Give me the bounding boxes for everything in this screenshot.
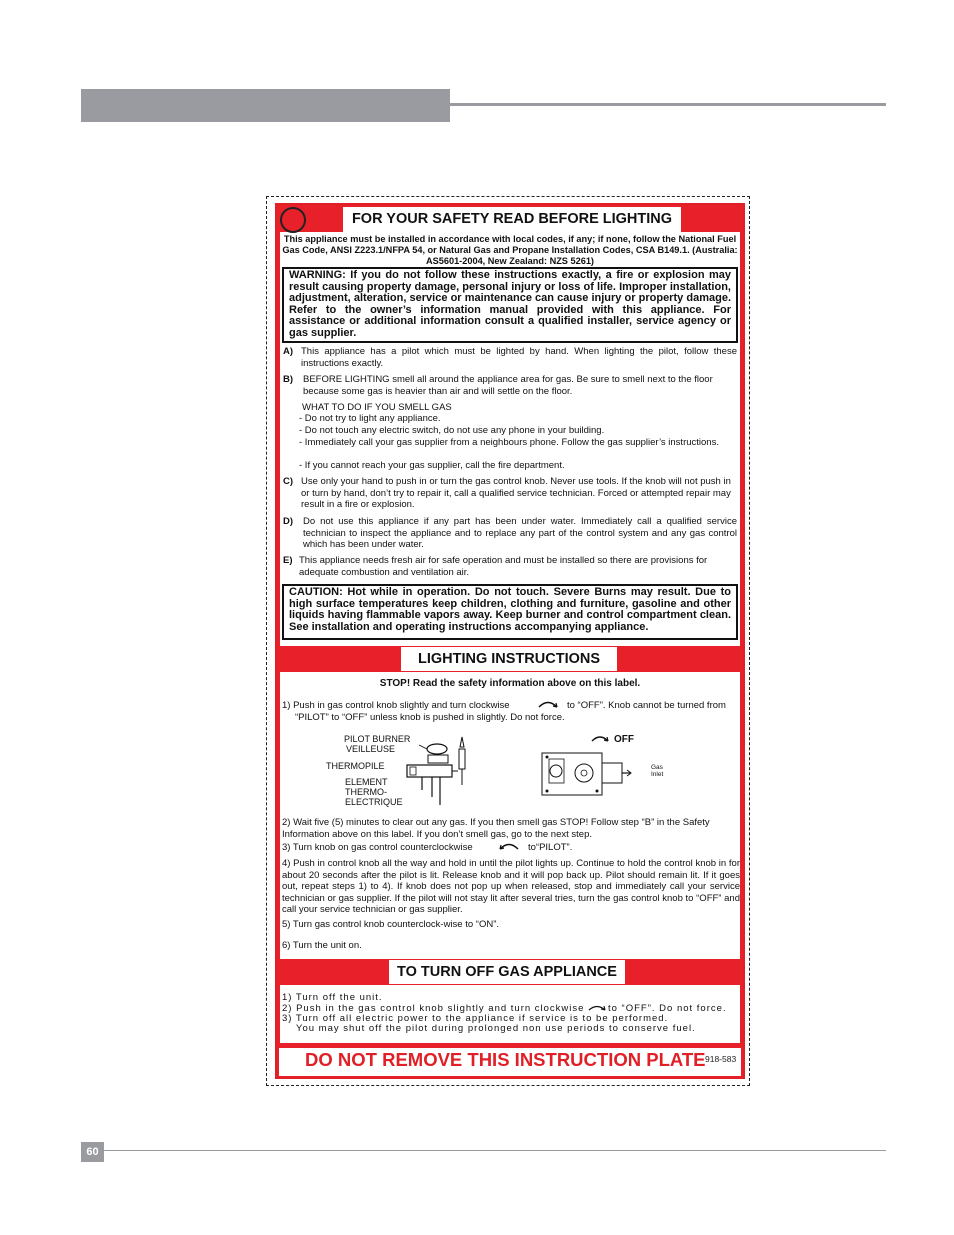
left-red-stripe bbox=[277, 985, 280, 1043]
lighting-header: LIGHTING INSTRUCTIONS bbox=[401, 647, 617, 671]
step-5-text: 5) Turn gas control knob counterclock-wise to “ON”. bbox=[282, 919, 500, 930]
turnoff-header: TO TURN OFF GAS APPLIANCE bbox=[389, 960, 625, 984]
item-a-text: This appliance has a pilot which must be lighted by hand. When lighting the pilot, follow these instructions exactly. bbox=[301, 346, 737, 369]
step-2-text: 2) Wait five (5) minutes to clear out any gas. If you then smell gas STOP! Follow step “B” in the Safety Information above on this label. If you don’t smell gas, go to the next step. bbox=[282, 817, 710, 840]
safety-header: FOR YOUR SAFETY READ BEFORE LIGHTING bbox=[343, 207, 681, 232]
diagram-label-element: ELEMENT bbox=[345, 777, 388, 787]
smell-gas-title: WHAT TO DO IF YOU SMELL GAS bbox=[302, 402, 452, 413]
diagram-off-label: OFF bbox=[614, 734, 634, 745]
step-1-text: to “OFF”. Knob cannot be turned from bbox=[567, 700, 726, 711]
diagram-label-pilot-burner: PILOT BURNER bbox=[344, 734, 411, 744]
step-4-text: 4) Push in control knob all the way and hold in until the pilot lights up. Continue to hold the control knob in for about 20 seconds after the pilot is lit. Release knob and it will pop back up. Pilot should remain lit. If it goes out, repeat steps 1) to 4). If knob does not pop up when released, stop and immediately call your service technician or gas supplier. If the pilot will not stay lit after several tries, turn the gas control knob to “OFF” and call your service technician or gas supplier. bbox=[282, 858, 740, 916]
item-c-text: Use only your hand to push in or turn the gas control knob. Never use tools. If the knob will not push in or turn by hand, don’t try to repair it, call a qualified service technician. Forced or attempted repair may result in a fire or explosion. bbox=[301, 476, 731, 511]
warning-circle-icon bbox=[280, 207, 306, 233]
step-1-text: 1) Push in gas control knob slightly and turn clockwise bbox=[282, 700, 510, 711]
pilot-assembly-diagram bbox=[402, 735, 482, 810]
smell-gas-step: - Do not touch any electric switch, do not use any phone in your building. bbox=[299, 425, 605, 436]
warning-box: WARNING: If you do not follow these instructions exactly, a fire or explosion may result causing property damage, personal injury or loss of life. Improper installation, adjustment, alteration, service or maintenance can cause injury or property damage. Refer to the owner’s information manual provided with this appliance. For assistance or additional information consult a qualified installer, service agency or gas supplier. bbox=[282, 267, 738, 343]
counterclockwise-arrow-icon bbox=[497, 841, 521, 851]
step-3-text: to“PILOT”. bbox=[528, 842, 573, 853]
item-c-label: C) bbox=[283, 476, 294, 487]
clockwise-arrow-icon bbox=[587, 1003, 607, 1012]
diagram-label-gas: Gas bbox=[651, 764, 663, 771]
bottom-title: DO NOT REMOVE THIS INSTRUCTION PLATE bbox=[305, 1049, 706, 1070]
step-3-text: 3) Turn knob on gas control counterclockwise bbox=[282, 842, 473, 853]
item-b-label: B) bbox=[283, 374, 294, 385]
item-d-text: Do not use this appliance if any part has been under water. Immediately call a qualified service technician to inspect the appliance and to replace any part of the control system and any gas control which has been under water. bbox=[303, 516, 737, 551]
right-red-stripe bbox=[740, 232, 743, 646]
clockwise-arrow-icon bbox=[590, 733, 610, 743]
turnoff-step: 2) Push in the gas control knob slightly and turn clockwise bbox=[282, 1003, 585, 1014]
footer-rule bbox=[104, 1150, 886, 1151]
diagram-label-veilleuse: VEILLEUSE bbox=[346, 744, 396, 754]
item-b-text: BEFORE LIGHTING smell all around the appliance area for gas. Be sure to smell next to the floor because some gas is heavier than air and will settle on the floor. bbox=[303, 374, 713, 397]
item-a-label: A) bbox=[283, 346, 294, 357]
diagram-label-electrique: ELECTRIQUE bbox=[345, 797, 403, 807]
header-bar bbox=[81, 89, 450, 122]
gas-control-valve-diagram bbox=[539, 745, 649, 805]
intro-text: This appliance must be installed in accordance with local codes, if any; if none, follow the National Fuel Gas Code, ANSI Z223.1/NFPA 54, or Natural Gas and Propane Installation Codes, CSA B149.1. (Australia: AS5601-2004, New Zealand: NZS 5261) bbox=[282, 234, 738, 266]
turnoff-step: 3) Turn off all electric power to the appliance if service is to be performed. bbox=[282, 1013, 669, 1024]
diagram-label-thermo: THERMO- bbox=[345, 787, 387, 797]
step-1-text: “PILOT” to “OFF” unless knob is pushed in slightly. Do not force. bbox=[295, 712, 565, 723]
stop-text: STOP! Read the safety information above on this label. bbox=[379, 678, 641, 689]
part-number: 918-583 bbox=[705, 1054, 737, 1064]
smell-gas-step: - Do not try to light any appliance. bbox=[299, 413, 441, 424]
item-e-label: E) bbox=[283, 555, 293, 566]
turnoff-step: You may shut off the pilot during prolonged non use periods to conserve fuel. bbox=[296, 1023, 696, 1034]
right-red-stripe bbox=[740, 672, 743, 959]
turnoff-step: to “OFF”. Do not force. bbox=[608, 1003, 727, 1014]
turnoff-step: 1) Turn off the unit. bbox=[282, 992, 383, 1003]
instruction-plate bbox=[275, 203, 745, 1079]
step-6-text: 6) Turn the unit on. bbox=[282, 940, 362, 951]
smell-gas-step: - Immediately call your gas supplier from a neighbours phone. Follow the gas supplier’s instructions. bbox=[299, 437, 719, 448]
page-number: 60 bbox=[81, 1142, 104, 1162]
right-red-stripe bbox=[740, 985, 743, 1043]
diagram-label-inlet: Inlet bbox=[651, 771, 664, 778]
left-red-stripe bbox=[277, 232, 280, 646]
diagram-label-thermopile: THERMOPILE bbox=[326, 761, 385, 771]
header-rule bbox=[450, 103, 886, 106]
left-red-stripe bbox=[277, 672, 280, 959]
smell-gas-step: - If you cannot reach your gas supplier, call the fire department. bbox=[299, 460, 565, 471]
clockwise-arrow-icon bbox=[536, 699, 560, 709]
item-d-label: D) bbox=[283, 516, 294, 527]
item-e-text: This appliance needs fresh air for safe operation and must be installed so there are provisions for adequate combustion and ventilation air. bbox=[299, 555, 708, 578]
caution-box: CAUTION: Hot while in operation. Do not touch. Severe Burns may result. Due to high surface temperatures keep children, clothing and furniture, gasoline and other liquids having flammable vapors away. Keep burner and control compartment clean. See installation and operating instructions accompanying appliance. bbox=[282, 584, 738, 640]
